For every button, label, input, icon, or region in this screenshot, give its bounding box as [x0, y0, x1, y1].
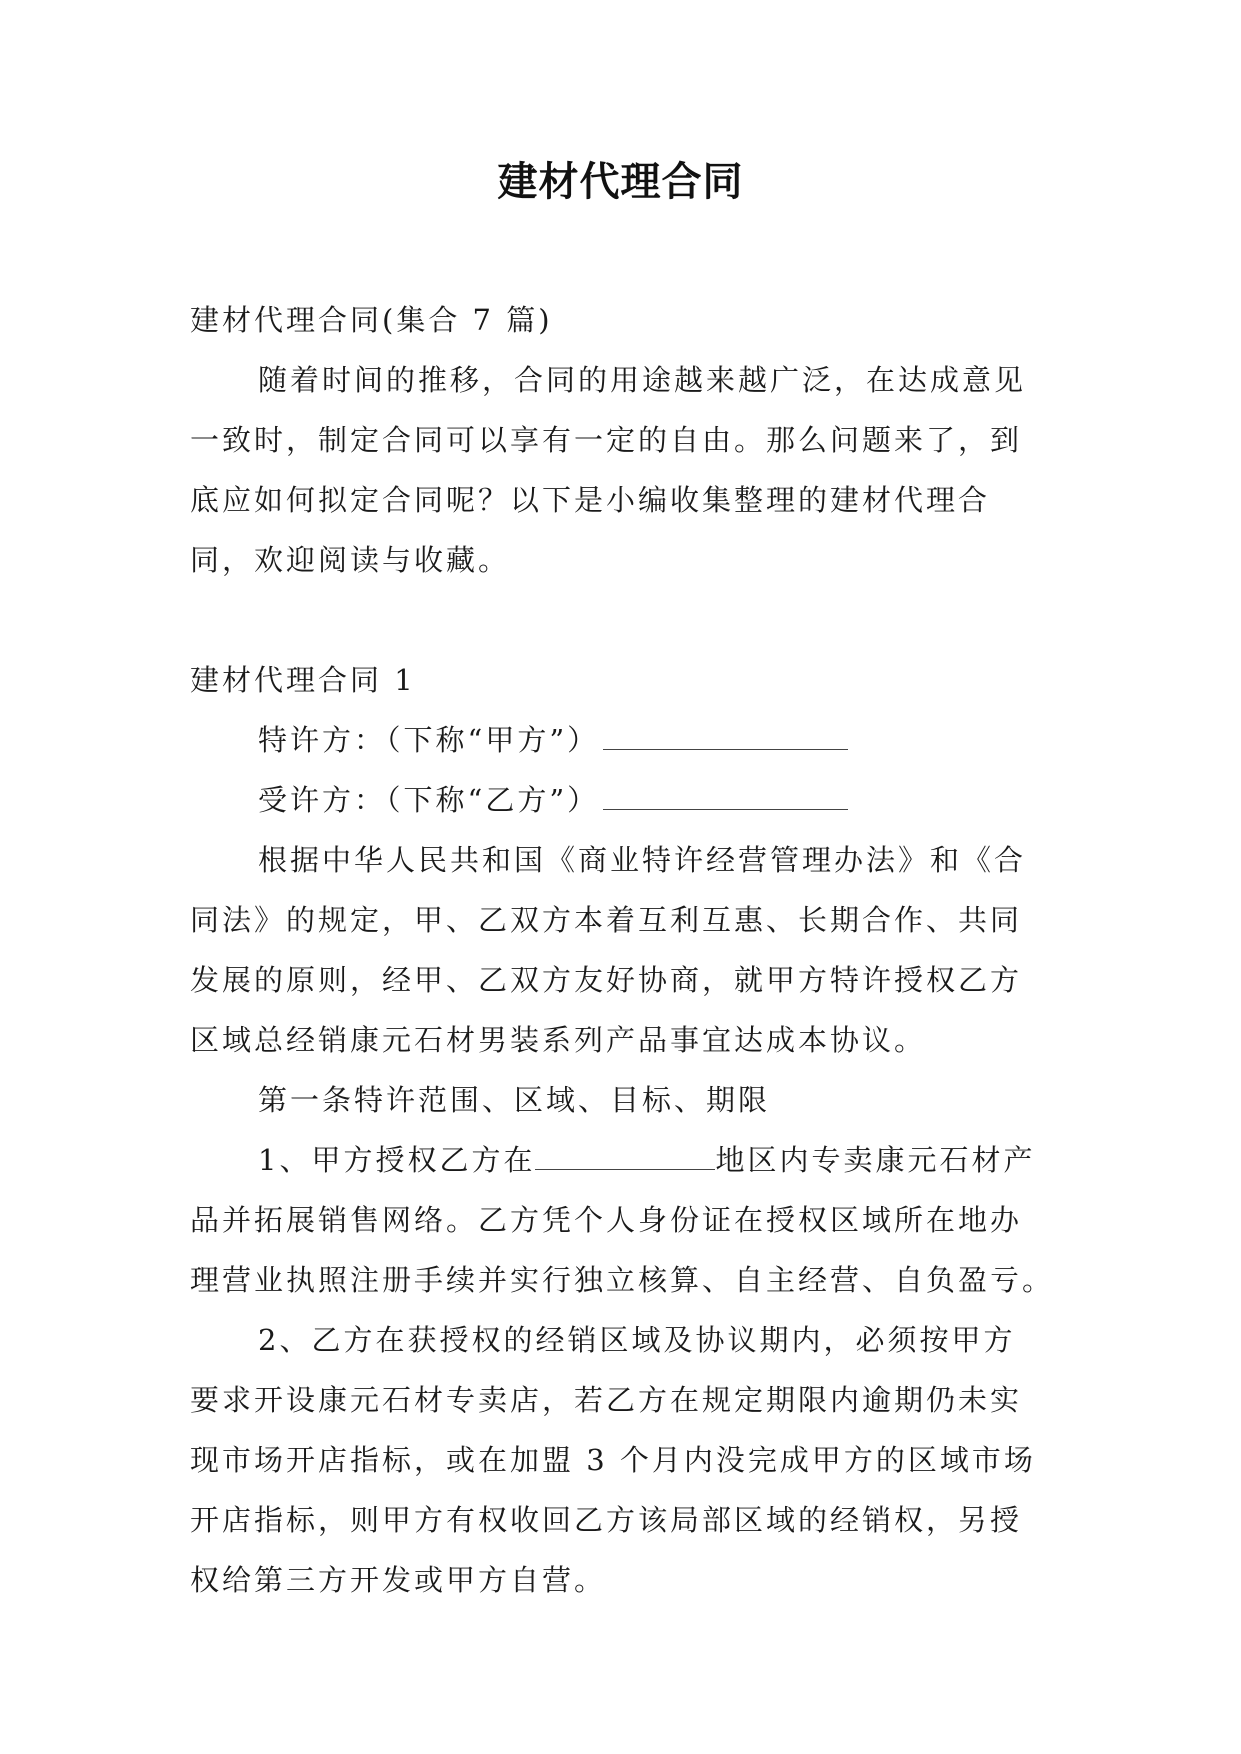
basis-line-4: 区域总经销康元石材男装系列产品事宜达成本协议。 — [190, 1023, 927, 1057]
clause-1-line-1 — [190, 1130, 1060, 1190]
intro-line-2: 一致时，制定合同可以享有一定的自由。那么问题来了，到 — [190, 423, 1023, 457]
franchisee-line — [190, 770, 1060, 830]
basis-line-3: 发展的原则，经甲、乙双方友好协商，就甲方特许授权乙方 — [190, 963, 1023, 997]
article-1-heading: 第一条特许范围、区域、目标、期限 — [258, 1083, 771, 1117]
region-blank — [535, 1131, 715, 1170]
franchisor-label: 特许方：（下称“甲方”） — [258, 723, 600, 757]
clause-2-line-2: 要求开设康元石材专卖店，若乙方在规定期限内逾期仍未实 — [190, 1383, 1023, 1417]
clause-2-line-5: 权给第三方开发或甲方自营。 — [190, 1563, 607, 1597]
clause-1-suffix: 地区内专卖康元石材产 — [715, 1143, 1036, 1177]
clause-1-line-3: 理营业执照注册手续并实行独立核算、自主经营、自负盈亏。 — [190, 1263, 1055, 1297]
clause-2-line-4: 开店指标，则甲方有权收回乙方该局部区域的经销权，另授 — [190, 1503, 1023, 1537]
paragraph-spacer — [190, 590, 1060, 650]
document-body — [190, 290, 1060, 1610]
intro-line-4: 同，欢迎阅读与收藏。 — [190, 543, 511, 577]
franchisee-blank — [603, 771, 848, 810]
franchisor-line — [190, 710, 1060, 770]
intro-line-1: 随着时间的推移，合同的用途越来越广泛，在达成意见 — [258, 363, 1027, 397]
section-heading: 建材代理合同 1 — [190, 663, 416, 697]
clause-2-line-1: 2、乙方在获授权的经销区域及协议期内，必须按甲方 — [258, 1323, 1016, 1357]
basis-line-1: 根据中华人民共和国《商业特许经营管理办法》和《合 — [258, 843, 1027, 877]
basis-line-2: 同法》的规定，甲、乙双方本着互利互惠、长期合作、共同 — [190, 903, 1023, 937]
clause-1-prefix: 1、甲方授权乙方在 — [258, 1143, 536, 1177]
franchisor-blank — [603, 711, 848, 750]
franchisee-label: 受许方：（下称“乙方”） — [258, 783, 600, 817]
clause-2-line-3: 现市场开店指标，或在加盟 3 个月内没完成甲方的区域市场 — [190, 1443, 1036, 1477]
document-title: 建材代理合同 — [497, 158, 744, 205]
subtitle-line: 建材代理合同(集合 7 篇) — [190, 303, 553, 337]
intro-line-3: 底应如何拟定合同呢？以下是小编收集整理的建材代理合 — [190, 483, 991, 517]
clause-1-line-2: 品并拓展销售网络。乙方凭个人身份证在授权区域所在地办 — [190, 1203, 1023, 1237]
